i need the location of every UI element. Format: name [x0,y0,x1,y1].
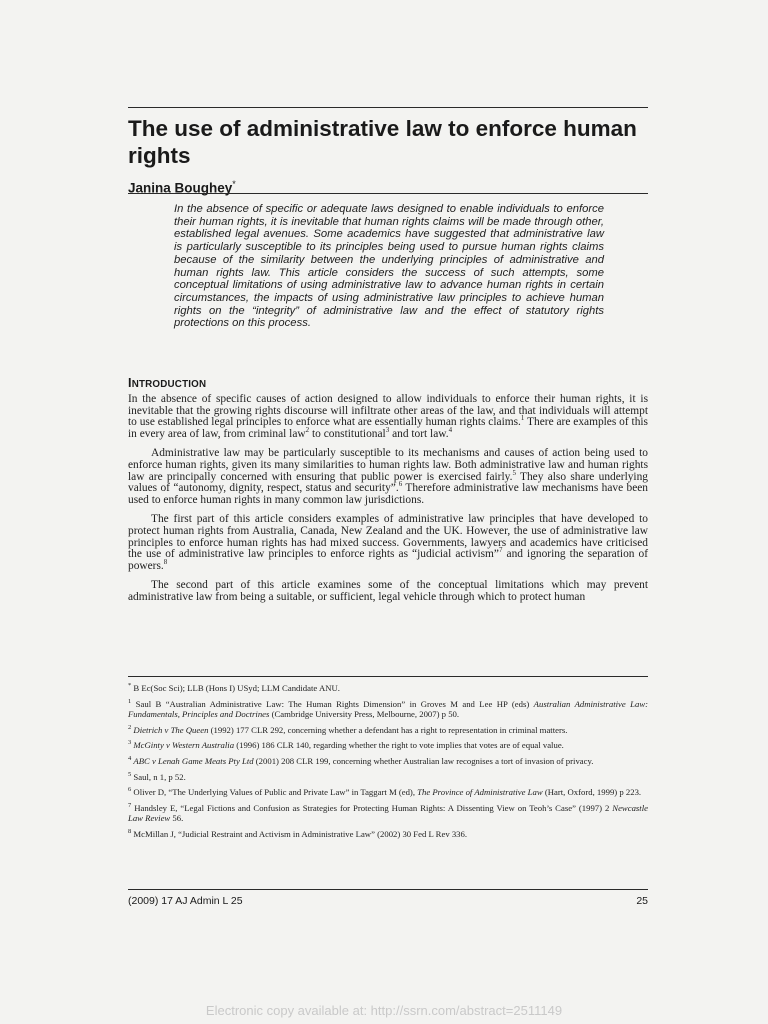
p1-text-a: In the absence of specific causes of action designed to allow individuals to enforce their human rights, it is inevitable that the growing rights discourse will infiltrate other areas of the law, and that individuals will attempt to use established legal principles to enforce what are essentially human rights claims. [128,393,648,429]
footnote-number: 4 [128,755,132,763]
footnote-3 [128,740,648,751]
p1-text-b: There are examples of this in every area of law, from criminal law [128,416,648,440]
author-footnote-mark: * [232,179,236,189]
footnote-ref-2: 2 [305,425,310,434]
article-title: The use of administrative law to enforce human rights [128,116,637,168]
ssrn-watermark: Electronic copy available at: http://ssrn.com/abstract=2511149 [205,1003,563,1018]
footnote-ref-6: 6 [398,480,403,489]
footnote-number: 5 [128,770,132,778]
footnote-italic: ABC v Lenah Game Meats Pty Ltd [133,755,254,766]
footnote-number: 2 [128,723,132,731]
footnotes [128,683,648,845]
footnote-text: McMillan J, “Judicial Restraint and Activism in Administrative Law” (2002) 30 Fed L Rev 336. [133,828,468,839]
footnote-2 [128,725,648,736]
footnote-4 [128,756,648,767]
journal-citation: (2009) 17 AJ Admin L 25 [128,895,243,907]
paragraph-2 [128,448,648,506]
footnote-8 [128,829,648,840]
footnote-text: Handsley E, “Legal Fictions and Confusion as Strategies for Protecting Human Rights: A Dissenting View on Teoh’s Case” (1997) 2 [134,802,613,813]
footnote-number: 6 [128,786,132,794]
paragraph-4 [128,580,648,603]
footnote-5 [128,772,648,783]
section-heading-rest: NTRODUCTION [131,379,207,390]
footnote-ref-3: 3 [385,425,390,434]
footnote-text: Saul, n 1, p 52. [133,771,186,782]
author-name-text: Janina Boughey [128,180,233,196]
body-text [128,394,648,612]
footnote-1 [128,699,648,720]
footnote-number: 7 [128,801,132,809]
footnote-text: 56. [170,813,184,824]
top-rule [128,107,648,108]
footnote-number: * [128,682,132,690]
page-number: 25 [636,895,648,907]
footnote-number: 8 [128,828,132,836]
footnote-6 [128,787,648,798]
footnote-italic: Australian Administrative Law: Fundamentals, Principles and Doctrines [128,698,649,720]
footnote-text: (Hart, Oxford, 1999) p 223. [542,787,642,798]
p3-text-b: and ignoring the separation of powers. [128,548,648,572]
p3-text-a: The first part of this article considers examples of administrative law principles that have developed to protect human rights from Australia, Canada, New Zealand and the UK. However, the use of administrative law principles to enforce human rights has had mixed success. Governments, lawyers and academics have criticised the use of administrative law principles to enforce rights as “judicial activism” [128,513,648,561]
footnote-number: 1 [128,697,132,705]
p2-text-c: Therefore administrative law mechanisms have been used to enforce human rights in many common law jurisdictions. [128,482,649,506]
footnote-rule [128,676,648,677]
footnote-star [128,683,648,694]
footnote-italic: McGinty v Western Australia [133,740,235,751]
p1-text-d: and tort law. [389,427,449,440]
footnote-ref-4: 4 [448,425,453,434]
abstract: In the absence of specific or adequate laws designed to enable individuals to enforce their human rights, it is inevitable that human rights claims will be made through other, established legal avenues. Some academics have suggested that administrative law is particularly susceptible to its principles being used to pursue human rights claims because of the similarity between the underlying principles of administrative and human rights law. This article considers the success of such attempts, some conceptual limitations of using administrative law to advance human rights in certain circumstances, the impacts of using administrative law principles to achieve human rights on the “integrity” of administrative law and the effect of statutory rights protections on this process. [174,203,604,330]
section-heading-initial: I [128,376,132,390]
footnote-italic: Newcastle Law Review [128,802,648,824]
footnote-text: B Ec(Soc Sci); LLB (Hons I) USyd; LLM Candidate ANU. [133,683,340,693]
footnote-ref-7: 7 [498,546,503,555]
author-rule [128,193,648,194]
footnote-number: 3 [128,739,132,747]
footer-rule [128,889,648,890]
paragraph-1 [128,394,648,440]
footnote-text: Oliver D, “The Underlying Values of Public and Private Law” in Taggart M (ed), [133,787,418,798]
p2-text-a: Administrative law may be particularly susceptible to its mechanisms and causes of action being used to enforce human rights, given its many similarities to human rights law. Both administrative law and human rights law are principally concerned with ensuring that public power is exercised fairly. [128,447,648,483]
footnote-text: Saul B “Australian Administrative Law: The Human Rights Dimension” in Groves M and Lee HP (eds) [135,698,534,709]
p1-text-c: to constitutional [309,427,386,440]
footnote-italic: Dietrich v The Queen [133,724,209,735]
p4-text-a: The second part of this article examines some of the conceptual limitations which may prevent administrative law from being a suitable, or sufficient, legal vehicle through which to protect human [128,579,648,603]
footnote-text: (1992) 177 CLR 292, concerning whether a defendant has a right to representation in criminal matters. [208,724,568,735]
footnote-ref-5: 5 [512,468,516,477]
paragraph-3 [128,514,648,572]
p2-text-b: They also share underlying values of “autonomy, dignity, respect, status and security”. [128,470,648,495]
footnote-italic: The Province of Administrative Law [417,787,543,798]
footnote-7 [128,803,648,824]
section-heading [128,376,206,392]
footnote-ref-8: 8 [163,557,168,566]
footnote-text: (Cambridge University Press, Melbourne, 2007) p 50. [269,709,460,720]
footnote-text: (1996) 186 CLR 140, regarding whether the right to vote implies that votes are of equal value. [234,740,564,751]
footnote-text: (2001) 208 CLR 199, concerning whether Australian law recognises a tort of invasion of privacy. [253,755,594,766]
footnote-ref-1: 1 [520,414,525,423]
